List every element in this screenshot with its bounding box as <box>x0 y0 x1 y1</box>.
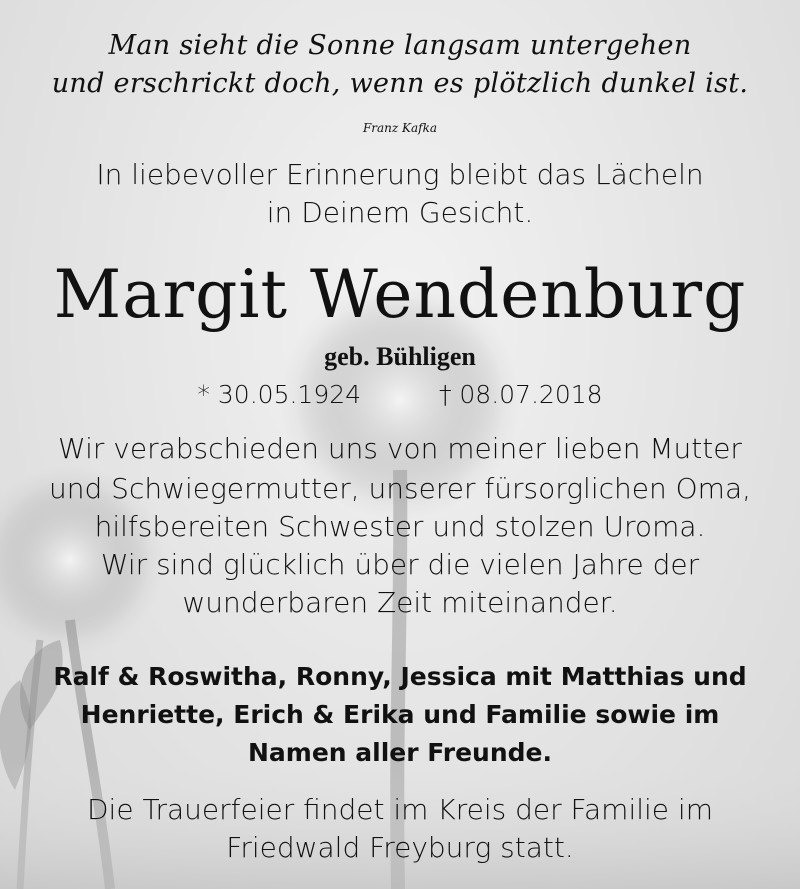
memory-line-2: in Deinem Gesicht. <box>266 196 534 229</box>
family-line-1: Ralf & Roswitha, Ronny, Jessica mit Matthias und <box>53 662 747 691</box>
quote-author: Franz Kafka <box>362 121 438 135</box>
deceased-name: Margit Wendenburg <box>53 256 747 333</box>
death-date: † 08.07.2018 <box>438 380 603 409</box>
farewell-line-5: wunderbaren Zeit miteinander. <box>182 586 618 619</box>
farewell-line-2: und Schwiegermutter, unserer fürsorglichen Oma, <box>49 472 751 505</box>
quote-line-1: Man sieht die Sonne langsam untergehen <box>108 30 692 61</box>
service-line-2: Friedwald Freyburg statt. <box>226 831 574 864</box>
born-name: geb. Bühligen <box>324 342 476 371</box>
birth-date: * 30.05.1924 <box>197 380 362 409</box>
life-dates <box>0 380 800 409</box>
farewell-line-1: Wir verabschieden uns von meiner lieben Mutter <box>58 432 742 465</box>
farewell-line-3: hilfsbereiten Schwester und stolzen Uroma. <box>94 510 706 543</box>
family-line-3: Namen aller Freunde. <box>247 738 552 767</box>
farewell-line-4: Wir sind glücklich über die vielen Jahre der <box>100 548 700 581</box>
memory-line-1: In liebevoller Erinnerung bleibt das Lächeln <box>96 158 704 191</box>
service-line-1: Die Trauerfeier findet im Kreis der Familie im <box>87 793 713 826</box>
family-line-2: Henriette, Erich & Erika und Familie sowie im <box>80 700 720 729</box>
quote-line-2: und erschrickt doch, wenn es plötzlich dunkel ist. <box>51 68 749 99</box>
